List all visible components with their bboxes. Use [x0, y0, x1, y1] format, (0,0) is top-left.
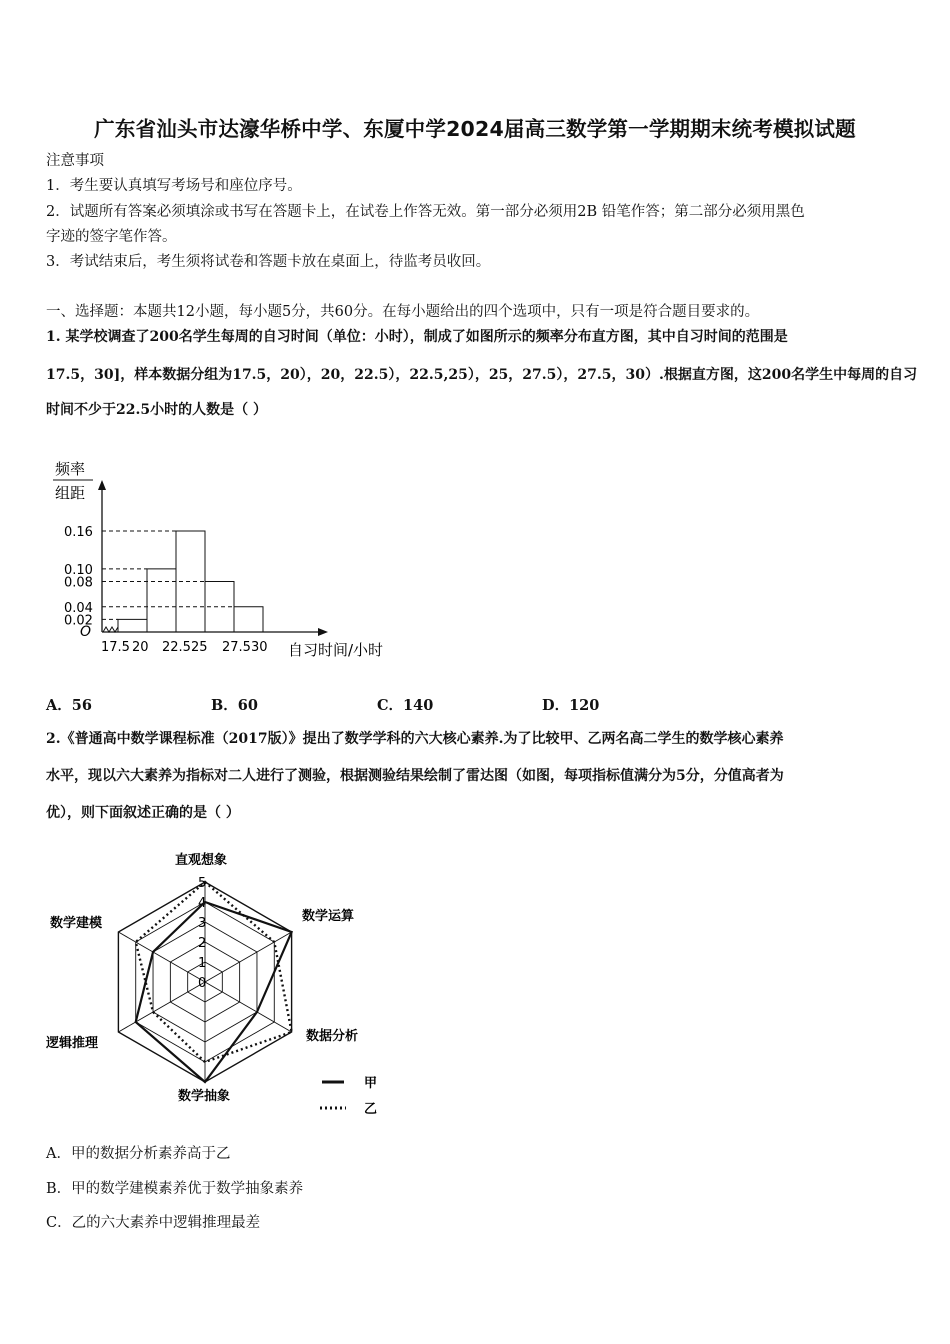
notice-item: 字迹的签字笔作答。	[46, 229, 177, 245]
radar-axis-label: 数学抽象	[178, 1089, 231, 1104]
q1-text: 17.5，30]，样本数据分组为17.5，20），20，22.5），22.5,25），25，27.5），27.5，30）.根据直方图，这200名学生中每周的自习	[46, 367, 918, 383]
q1-option-a[interactable]: A．56	[46, 697, 92, 714]
x-tick-label: 27.5	[222, 640, 251, 655]
radar-ring-label: 3	[198, 916, 207, 931]
histogram-bar	[147, 569, 176, 632]
q1-option-c[interactable]: C．140	[377, 697, 434, 714]
x-tick-label: 17.5	[101, 640, 130, 655]
radar-ring-label: 5	[198, 876, 207, 891]
notice-item: 3．考试结束后，考生须将试卷和答题卡放在桌面上，待监考员收回。	[46, 254, 491, 270]
legend-label: 甲	[364, 1076, 378, 1091]
radar-spoke	[118, 982, 205, 1032]
q1-text: 1. 某学校调查了200名学生每周的自习时间（单位：小时），制成了如图所示的频率分布直方图，其中自习时间的范围是	[46, 329, 788, 345]
radar-axis-label: 逻辑推理	[46, 1036, 99, 1051]
y-tick-label: 0.04	[64, 600, 93, 616]
q2-text: 优），则下面叙述正确的是（ ）	[46, 805, 240, 821]
histogram-bar	[118, 619, 147, 632]
radar-spoke	[205, 932, 292, 982]
radar-ring-label: 4	[198, 896, 207, 911]
x-tick-label: 20	[132, 640, 149, 655]
y-axis-arrow	[98, 480, 106, 490]
x-axis-label: 自习时间/小时	[288, 641, 384, 659]
y-tick-label: 0.16	[64, 525, 93, 540]
x-tick-label: 30	[251, 640, 268, 655]
radar-axis-label: 直观想象	[175, 853, 228, 868]
q1-option-d[interactable]: D．120	[542, 697, 600, 714]
axis-break	[103, 627, 118, 632]
notice-heading: 注意事项	[46, 153, 104, 169]
radar-axis-label: 数据分析	[306, 1029, 359, 1044]
radar-ring-label: 2	[198, 936, 207, 951]
radar-legend	[320, 1076, 377, 1117]
x-tick-label: 22.5	[162, 640, 191, 655]
radar-axis-label: 数学建模	[50, 916, 103, 931]
histogram-chart	[40, 450, 460, 680]
q1-option-b[interactable]: B．60	[211, 697, 258, 714]
y-tick-label: 0.02	[64, 613, 93, 629]
origin-label: O	[80, 624, 92, 640]
histogram-bar	[234, 607, 263, 632]
q1-text: 时间不少于22.5小时的人数是（ ）	[46, 402, 267, 418]
radar-ring-label: 1	[198, 956, 207, 971]
q2-option-b[interactable]: B．甲的数学建模素养优于数学抽象素养	[46, 1181, 304, 1197]
q2-text: 水平，现以六大素养为指标对二人进行了测验，根据测验结果绘制了雷达图（如图，每项指标值满分为5分，分值高者为	[46, 768, 784, 784]
section-heading: 一、选择题：本题共12小题，每小题5分，共60分。在每小题给出的四个选项中，只有一项是符合题目要求的。	[46, 304, 760, 320]
y-label-top: 频率	[55, 460, 86, 478]
y-label-bottom: 组距	[55, 484, 86, 502]
q2-option-c[interactable]: C．乙的六大素养中逻辑推理最差	[46, 1215, 261, 1231]
x-tick-label: 25	[191, 640, 208, 655]
legend-label: 乙	[364, 1102, 378, 1117]
radar-spoke	[118, 932, 205, 982]
notice-item: 1．考生要认真填写考场号和座位序号。	[46, 178, 302, 194]
q2-option-a[interactable]: A．甲的数据分析素养高于乙	[46, 1146, 231, 1162]
notice-item: 2．试题所有答案必须填涂或书写在答题卡上，在试卷上作答无效。第一部分必须用2B 铅笔作答；第二部分必须用黑色	[46, 204, 805, 220]
y-tick-label: 0.10	[64, 562, 93, 578]
page-title: 广东省汕头市达濠华桥中学、东厦中学2024届高三数学第一学期期末统考模拟试题	[94, 117, 856, 141]
q2-text: 2.《普通高中数学课程标准（2017版）》提出了数学学科的六大核心素养.为了比较甲、乙两名高二学生的数学核心素养	[46, 731, 784, 747]
radar-axis-label: 数学运算	[302, 909, 355, 924]
radar-ring-label: 0	[198, 976, 207, 991]
y-tick-label: 0.08	[64, 575, 93, 591]
radar-chart	[40, 842, 400, 1122]
x-axis-arrow	[318, 628, 328, 636]
